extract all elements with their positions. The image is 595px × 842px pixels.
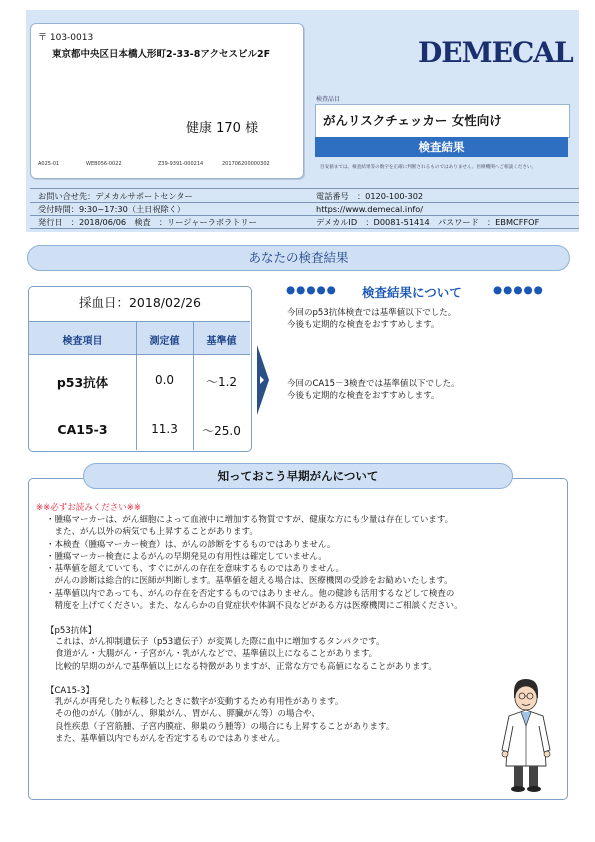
login-ids: デメカルID ：D0081-51414 パスワード ：EBMCFFOF bbox=[316, 217, 540, 227]
row-divider bbox=[29, 354, 250, 355]
col-header-value: 測定値 bbox=[149, 336, 180, 347]
ca153-description bbox=[55, 696, 394, 745]
p53-line: 比較的早期のがんで基準値以上になる特徴がありますが、正常な方でも高値になることがあります。 bbox=[55, 661, 437, 672]
ca153-comment-2: 今後も定期的な検査をおすすめします。 bbox=[287, 391, 440, 401]
divider bbox=[30, 188, 579, 189]
notice-line: 精度を上げてください。また、なんらかの自覚症状や体調不良などがある方は医療機関にご相談ください。 bbox=[46, 601, 463, 612]
dots-left-icon: ●●●●● bbox=[286, 284, 337, 296]
doctor-illustration bbox=[496, 676, 556, 794]
website-url[interactable]: https://www.demecal.info/ bbox=[316, 204, 424, 214]
read-warning: ※※必ずお読みください※※ bbox=[36, 503, 141, 513]
inquiry-text: お問い合せ先：デメカルサポートセンター bbox=[38, 191, 193, 201]
notice-line: ・基準値を超えていても、すぐにがんの存在を意味するものではありません。 bbox=[46, 564, 345, 575]
row-divider bbox=[29, 321, 250, 322]
row-item-ca153: CA15-3 bbox=[57, 422, 108, 437]
small-notice: 目安値までは、検査結果等の数字を正確に判断されるものではありません。医療機関へご相談ください。 bbox=[320, 165, 537, 170]
row-value-ca153: 11.3 bbox=[151, 422, 178, 436]
col-header-item: 検査項目 bbox=[62, 336, 103, 347]
recipient-name: 健康 170 様 bbox=[186, 121, 259, 136]
p53-heading: 【p53抗体】 bbox=[46, 626, 97, 636]
postal-code: 〒 103-0013 bbox=[38, 33, 94, 43]
notice-line: ・腫瘍マーカーは、がん細胞によって血液中に増加する物質ですが、健康な方にも少量は存在しています。 bbox=[46, 515, 454, 525]
about-title: 検査結果について bbox=[362, 285, 462, 300]
p53-comment-2: 今後も定期的な検査をおすすめします。 bbox=[287, 320, 440, 330]
recipient-address: 東京都中央区日本橋人形町2-33-8アクセスビル2F bbox=[52, 49, 271, 60]
ca153-comment-1: 今回のCA15－3検査では基準値以下でした。 bbox=[287, 379, 460, 389]
phone-number: 電話番号 ：0120-100-302 bbox=[316, 191, 424, 201]
product-name: がんリスクチェッカー 女性向け bbox=[323, 113, 502, 128]
dots-right-icon: ●●●●● bbox=[493, 284, 544, 296]
col-header-ref: 基準値 bbox=[206, 336, 237, 347]
ca153-line: その他のがん（肺がん、卵巣がん、胃がん、膵臓がん等）の場合や、 bbox=[55, 709, 320, 720]
p53-comment-1: 今回のp53抗体検査では基準値以下でした。 bbox=[287, 308, 457, 318]
ca153-heading: 【CA15-3】 bbox=[46, 686, 95, 696]
row-ref-p53: ～1.2 bbox=[205, 375, 238, 389]
issue-date: 発行日 ：2018/06/06 検査 ：リージャーラボラトリー bbox=[38, 217, 257, 227]
ca153-line: 乳がんが再発したり転移したときに数字が変動するため有用性があります。 bbox=[55, 697, 344, 707]
divider bbox=[30, 228, 579, 229]
early-cancer-title: 知っておこう早期がんについて bbox=[83, 463, 513, 489]
blood-draw-date: 採血日：2018/02/26 bbox=[78, 295, 202, 310]
notice-line: ・本検査（腫瘍マーカー検査）は、がんの診断をするものではありません。 bbox=[46, 539, 336, 550]
p53-line: これは、がん抑制遺伝子（p53遺伝子）が変異した際に血中に増加するタンパクです。 bbox=[55, 637, 385, 647]
result-banner: 検査結果 bbox=[315, 137, 568, 157]
code-3: Z39-9391-000214 bbox=[158, 161, 204, 167]
code-2: WEB056-0022 bbox=[86, 161, 122, 167]
row-ref-ca153: ～25.0 bbox=[202, 424, 241, 438]
row-value-p53: 0.0 bbox=[154, 373, 175, 387]
exam-item-label: 検査品目 bbox=[316, 96, 341, 103]
code-4: 201706200000302 bbox=[222, 161, 270, 167]
p53-line: 食道がん・大腸がん・子宮がん・乳がんなどで、基準値以上になることがあります。 bbox=[55, 649, 378, 660]
row-item-p53: p53抗体 bbox=[56, 375, 109, 390]
arrow-right-icon bbox=[257, 345, 271, 415]
notice-line: ・腫瘍マーカー検査によるがんの早期発見の有用性は確定していません。 bbox=[46, 551, 327, 562]
notice-line: また、がん以外の病気でも上昇することがあります。 bbox=[46, 527, 258, 538]
code-1: A025-01 bbox=[38, 161, 60, 167]
notice-list bbox=[46, 514, 463, 612]
notice-line: がんの診断は総合的に医師が判断します。基準値を超える場合は、医療機関の受診をお勧めいたします。 bbox=[46, 576, 453, 587]
ca153-line: 良性疾患（子宮筋腫、子宮内膜症、卵巣のう腫等）の場合にも上昇することがあります。 bbox=[55, 721, 395, 732]
ca153-line: また、基準値以内でもがんを否定するものではありません。 bbox=[55, 733, 286, 744]
office-hours: 受付時間：9:30~17:30（土日祝除く） bbox=[38, 204, 186, 214]
results-section-title: あなたの検査結果 bbox=[27, 245, 570, 271]
demecal-logo: DEMECAL bbox=[418, 36, 573, 69]
notice-line: ・基準値以内であっても、がんの存在を否定するものではありません。他の健診も活用するなどして検査の bbox=[46, 588, 455, 599]
p53-description bbox=[55, 636, 437, 673]
